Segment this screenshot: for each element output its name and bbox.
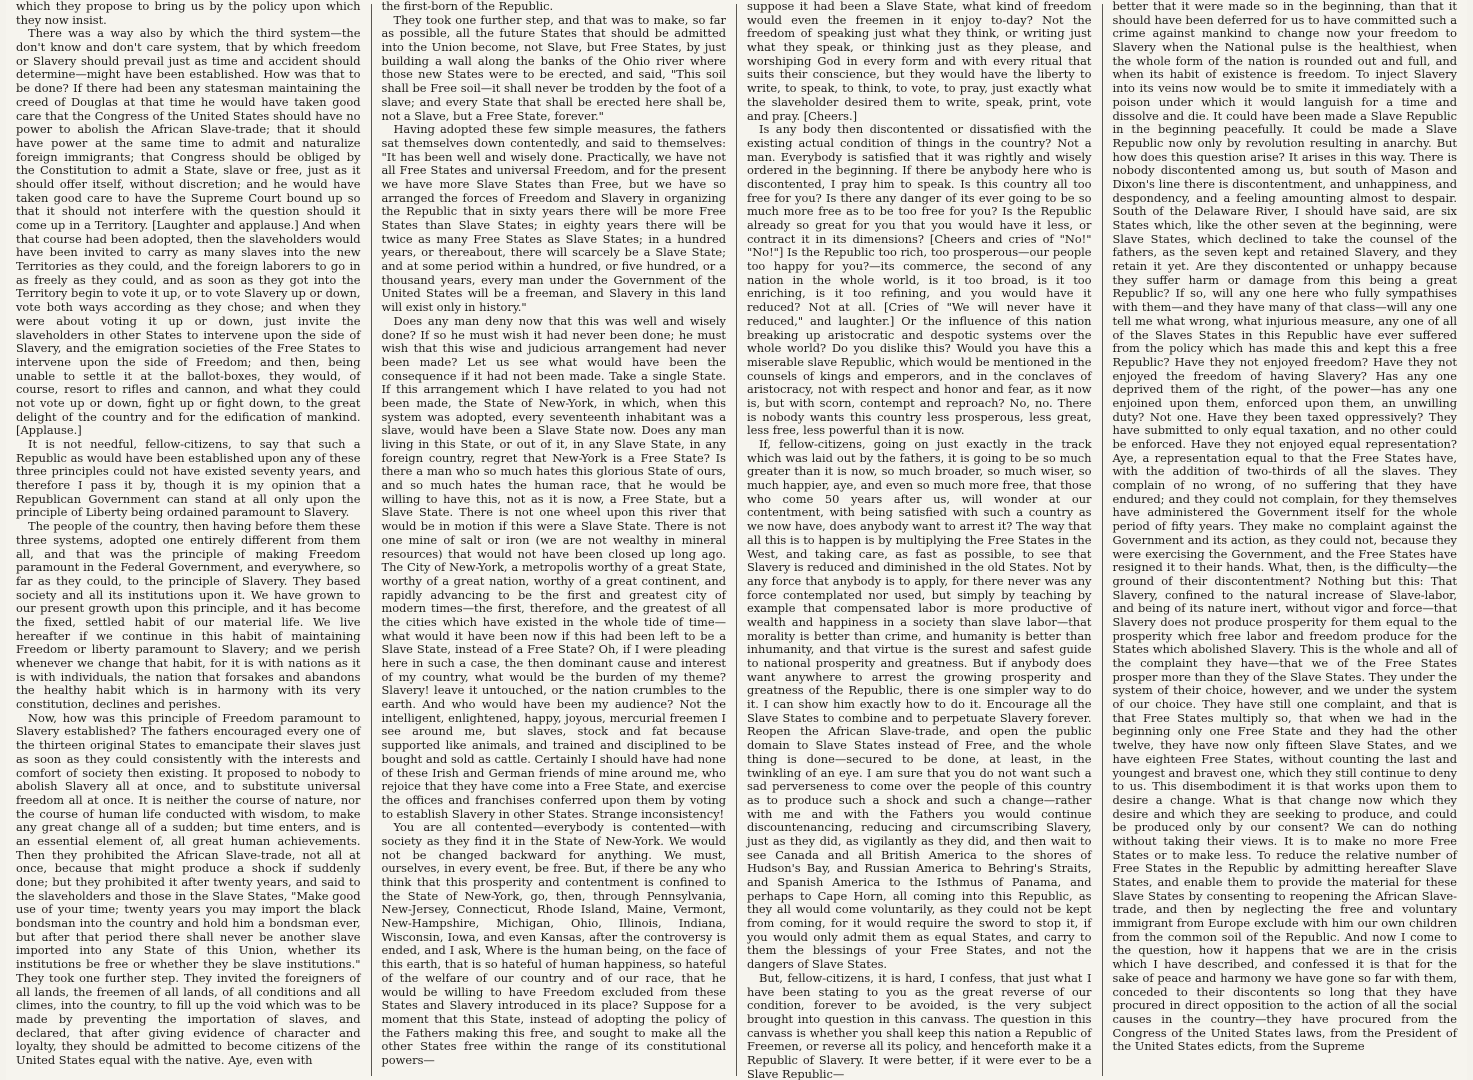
article-paragraph: But, fellow-citizens, it is hard, I confess, that just what I have been stating to you as the great reverse of our condition, forever to be avoided, is the very subject brought into question in this canvass. The question in this canvass is whether you shall keep this nation a Republic of Freemen, or reverse all its policy, and henceforth make it a Republic of Slavery. It were better, if it were ever to be a Slave Republic— [747,970,1092,1080]
article-paragraph: Now, how was this principle of Freedom paramount to Slavery established? The fathers encouraged every one of the thirteen original States to emancipate their slaves just as soon as they could consistently with the interests and comfort of society then existing. It proposed to nobody to abolish Slavery all at once, and to substitute universal freedom all at once. It is neither the course of nature, nor the course of human life conducted with wisdom, to make any great change all of a sudden; but time enters, and is an essential element of, all great human achievements. Then they prohibited the African Slave-trade, not all at once, because that might produce a shock if suddenly done; but they prohibited it after twenty years, and said to the slaveholders and those in the Slave States, "Make good use of your time; twenty years you may import the black bondsman into the country and hold him a bondsman ever, but after that period there shall never be another slave imported into any State of this Union, whether its institutions be free or whether they be slave institutions." They took one further step. They invited the foreigners of all lands, the freemen of all lands, of all conditions and all climes, into the country, to fill up the void which was to be made by preventing the importation of slaves, and declared, that after giving evidence of character and loyalty, they should be admitted to become citizens of the United States equal with the native. Aye, even with [16,710,361,1067]
article-paragraph: There was a way also by which the third system—the don't know and don't care system, that by which freedom or Slavery should prevail just as time and accident should determine—might have been established. How was that to be done? If there had been any statesman maintaining the creed of Douglas at that time he would have taken good care that the Congress of the United States should have no power to abolish the African Slave-trade; that it should have power at the same time to admit and naturalize foreign immigrants; that Congress should be obliged by the Constitution to admit a State, slave or free, just as it should offer itself, without discretion; and he would have taken good care to have the Supreme Court bound up so that it should not interfere with the question should it come up in a Territory. [Laughter and applause.] And when that course had been adopted, then the slaveholders would have been invited to carry as many slaves into the new Territories as they could, and the foreign laborers to go in as freely as they could, and as soon as they got into the Territory begin to vote it up, or to vote Slavery up or down, vote both ways according as they chose; and when they were about voting it up or down, just invite the slaveholders in other States to intervene upon the side of Slavery, and the emigration societies of the Free States to intervene upon the side of Freedom; and then, being unable to settle it at the ballot-boxes, they would, of course, resort to rifles and cannon, and what they could not vote up or down, fight up or fight down, to the great delight of the country and for the edification of mankind. [Applause.] [16,26,361,438]
article-paragraph: suppose it had been a Slave State, what kind of freedom would even the freemen in it enjoy to-day? Not the freedom of speaking just what they think, or writing just what they speak, or thinking just as they please, and worshiping God in every form and with every ritual that suits their conscience, but they would have the liberty to write, to speak, to think, to vote, to pray, just exactly what the slaveholder desired them to write, speak, print, vote and pray. [Cheers.] [747,0,1092,123]
article-paragraph: The people of the country, then having before them these three systems, adopted one entirely different from them all, and that was the principle of making Freedom paramount in the Federal Government, and everywhere, so far as they could, to the principle of Slavery. They based society and all its institutions upon it. We have grown to our present growth upon this principle, and it has become the fixed, settled habit of our material life. We live hereafter if we continue in this habit of maintaining Freedom or liberty paramount to Slavery; and we perish whenever we change that habit, for it is with nations as it is with individuals, the nation that forsakes and abandons the healthy habit which is in harmony with its very constitution, declines and perishes. [16,519,361,712]
article-paragraph: Is any body then discontented or dissatisfied with the existing actual condition of things in the country? Not a man. Everybody is satisfied that it was rightly and wisely ordered in the beginning. If there be anybody here who is discontented, I pray him to speak. Is this country all too free for you? Is there any danger of its ever going to be so much more free as to be too free for you? Is the Republic already so great for you that you would have it less, or contract it in its dimensions? [Cheers and cries of "No!" "No!"] Is the Republic too rich, too prosperous—our people too happy for you?—its commerce, the second of any nation in the whole world, is it too broad, is it too enriching, is it too refining, and you would have it reduced? Not at all. [Cries of "We will never have it reduced," and laughter.] Or the influence of this nation breaking up aristocratic and despotic systems over the whole world? Do you dislike this? Would you have this a miserable slave Republic, which would be mentioned in the counsels of kings and emperors, and in the conclaves of aristocracy, not with respect and honor and fear, as it now is, but with scorn, contempt and reproach? No, no. There is nobody wants this country less prosperous, less great, less free, less powerful than it is now. [747,122,1092,438]
column-3 [737,0,1102,1080]
article-paragraph: Having adopted these few simple measures, the fathers sat themselves down contentedly, and said to themselves: "It has been well and wisely done. Practically, we have not all Free States and universal Freedom, and for the present we have more Slave States than Free, but we have so arranged the forces of Freedom and Slavery in organizing the Republic that in sixty years there will be more Free States than Slave States; in eighty years there will be twice as many Free States as Slave States; in a hundred years, or thereabout, there will scarcely be a Slave State; and at some period within a hundred, or five hundred, or a thousand years, every man under the Government of the United States will be a freeman, and Slavery in this land will exist only in history." [381,122,726,315]
article-paragraph: They took one further step, and that was to make, so far as possible, all the future States that should be admitted into the Union become, not Slave, but Free States, by just building a wall along the banks of the Ohio river where those new States were to be erected, and said, "This soil shall be Free soil—it shall never be trodden by the foot of a slave; and every State that shall be erected here shall be, not a Slave, but a Free State, forever." [381,12,726,123]
article-paragraph: the first-born of the Republic. [381,0,554,13]
column-2 [372,0,737,1080]
column-4 [1103,0,1468,1080]
article-paragraph: Does any man deny now that this was well and wisely done? If so he must wish it had never been done; he must wish that this wise and judicious arrangement had never been made? Let us see what would have been the consequence if it had not been made. Take a single State. If this arrangement which I have related to you had not been made, the State of New-York, in which, when this system was adopted, every seventeenth inhabitant was a slave, would have been a Slave State now. Does any man living in this State, or out of it, in any Slave State, in any foreign country, regret that New-York is a Free State? Is there a man who so much hates this glorious State of ours, and so much hates the human race, that he would be willing to have this, not as it is now, a Free State, but a Slave State. There is not one wheel upon this river that would be in motion if this were a Slave State. There is not one mine of salt or iron (we are not wealthy in mineral resources) that would not have been closed up long ago. The City of New-York, a metropolis worthy of a great State, worthy of a great nation, worthy of a great continent, and rapidly advancing to be the first and greatest city of modern times—the first, therefore, and the greatest of all the cities which have existed in the whole tide of time—what would it have been now if this had been left to be a Slave State, instead of a Free State? Oh, if I were pleading here in such a case, the then dominant cause and interest of my country, what would be the burden of my theme? Slavery! leave it untouched, or the nation crumbles to the earth. And who would have been my audience? Not the intelligent, enlightened, happy, joyous, mercurial freemen I see around me, but slaves, stock and fat because supported like animals, and trained and disciplined to be bought and sold as cattle. Certainly I should have had none of these Irish and German friends of mine around me, who rejoice that they have come into a Free State, and exercise the offices and franchises conferred upon them by voting to establish Slavery in other States. Strange inconsistency! [381,313,726,821]
column-1 [6,0,371,1080]
article-paragraph: better that it were made so in the beginning, than that it should have been deferred for us to have committed such a crime against mankind to change now your freedom to Slavery when the National pulse is the healthiest, when the whole form of the nation is rounded out and full, and when its habit of existence is freedom. To inject Slavery into its veins now would be to smite it immediately with a poison under which it would languish for a time and dissolve and die. It could have been made a Slave Republic in the beginning peacefully. It could be made a Slave Republic now only by revolution resulting in anarchy. But how does this question arise? It arises in this way. There is nobody discontented among us, but south of Mason and Dixon's line there is discontentment, and unhappiness, and despondency, and a feeling amounting almost to despair. South of the Delaware River, I should have said, are six States which, like the other seven at the beginning, were Slave States, which declined to take the counsel of the fathers, as the seven kept and retained Slavery, and they retain it yet. Are they discontented or unhappy because they suffer harm or damage from this being a great Republic? If so, will any one here who fully sympathises with them—and they have many of that class—will any one tell me what wrong, what injurious measure, any one of all of the Slaves States in this Republic have ever suffered from the policy which has made this and kept this a free Republic? Have they not enjoyed freedom? Have they not enjoyed the freedom of having Slavery? Has any one deprived them of the right, of the power—has any one enjoined upon them, enforced upon them, an unwilling duty? Not one. Have they been taxed oppressively? They have submitted to only equal taxation, and no other could be enforced. Have they not enjoyed equal representation? Aye, a representation equal to that the Free States have, with the addition of two-thirds of all the slaves. They complain of no wrong, of no suffering that they have endured; and they could not complain, for they themselves have administered the Government itself for the whole period of fifty years. They make no complaint against the Government and its action, as they could not, because they were exercising the Government, and the Free States have resigned it to their hands. What, then, is the difficulty—the ground of their discontentment? Nothing but this: That Slavery, confined to the natural increase of Slave-labor, and being of its nature inert, without vigor and force—that Slavery does not produce prosperity for them equal to the prosperity which free labor and freedom produce for the States which abolished Slavery. This is the whole and all of the complaint they have—that we of the Free States prosper more than they of the Slave States. They under the system of their choice, however, and we under the system of our choice. They have still one complaint, and that is that Free States multiply so, that when we had in the beginning only one Free State and they had the other twelve, they have now only fifteen Slave States, and we have eighteen Free States, without counting the last and youngest and bravest one, which they still continue to deny to us. This disembodiment it is that works upon them to desire a change. What is that change now which they desire and which they are seeking to produce, and could be produced only by our consent? We can do nothing without taking their views. It is to make no more Free States or to make less. To reduce the relative number of Free States in the Republic by admitting hereafter Slave States, and enable them to provide the material for these Slave States by consenting to reopening the African Slave-trade, and then by neglecting the free and voluntary immigrant from Europe exclude with him our own children from the common soil of the Republic. And now I come to the question, how it happens that we are in the crisis which I have described, and confessed it is that for the sake of peace and harmony we have gone so far with them, conceded to their discontents so long that they have procured in direct opposition to the action of all the social causes in the country—they have procured from the Congress of the United States laws, from the President of the United States edicts, from the Supreme [1112,0,1457,1054]
article-paragraph: If, fellow-citizens, going on just exactly in the track which was laid out by the fathers, it is going to be so much greater than it is now, so much broader, so much wiser, so much happier, aye, and even so much more free, that those who come 50 years after us, will wonder at our contentment, with being satisfied with such a country as we now have, does anybody want to arrest it? The way that all this is to happen is by multiplying the Free States in the West, and taking care, as fast as possible, to see that Slavery is reduced and diminished in the old States. Not by any force that anybody is to apply, for there never was any force contemplated nor used, but simply by teaching by example that compensated labor is more productive of wealth and happiness in a society than slave labor—that morality is better than crime, and humanity is better than inhumanity, and that virtue is the surest and safest guide to national prosperity and greatness. But if anybody does want anywhere to arrest the growing prosperity and greatness of the Republic, there is one simpler way to do it. I can show him exactly how to do it. Encourage all the Slave States to combine and to perpetuate Slavery forever. Reopen the African Slave-trade, and open the public domain to Slave States instead of Free, and the whole thing is done—secured to be done, at least, in the twinkling of an eye. I am sure that you do not want such a sad perverseness to come over the people of this country as to produce such a shock and such a change—rather with me and with the Fathers you would continue discountenancing, reducing and circumscribing Slavery, just as they did, as vigilantly as they did, and then wait to see Canada and all British America to the shores of Hudson's Bay, and Russian America to Behring's Straits, and Spanish America to the Isthmus of Panama, and perhaps to Cape Horn, all coming into this Republic, as they all would come voluntarily, as they could not be kept from coming, for it would require the sword to stop it, if you would only admit them as equal States, and carry to them the blessings of your Free States, and not the dangers of Slave States. [747,437,1092,972]
article-paragraph: You are all contented—everybody is contented—with society as they find it in the State of New-York. We would not be changed backward for anything. We must, ourselves, in every event, be free. But, if there be any who think that this prosperity and contentment is confined to the State of New-York, go, then, through Pennsylvania, New-Jersey, Connecticut, Rhode Island, Maine, Vermont, New-Hampshire, Michigan, Ohio, Illinois, Indiana, Wisconsin, Iowa, and even Kansas, after the controversy is ended, and I ask, Where is the human being, on the face of this earth, that is so hateful of human happiness, so hateful of the welfare of our country and of our race, that he would be willing to have Freedom excluded from these States and Slavery introduced in its place? Suppose for a moment that this State, instead of adopting the policy of the Fathers making this free, and sought to make all the other States free within the range of its constitutional powers— [381,820,726,1067]
article-paragraph: which they propose to bring us by the policy upon which they now insist. [16,0,361,27]
article-paragraph: It is not needful, fellow-citizens, to say that such a Republic as would have been established upon any of these three principles could not have existed seventy years, and therefore I pass it by, though it is my opinion that a Republican Government can stand at all only upon the principle of Liberty being ordained paramount to Slavery. [16,437,361,520]
newspaper-page [6,0,1467,1080]
